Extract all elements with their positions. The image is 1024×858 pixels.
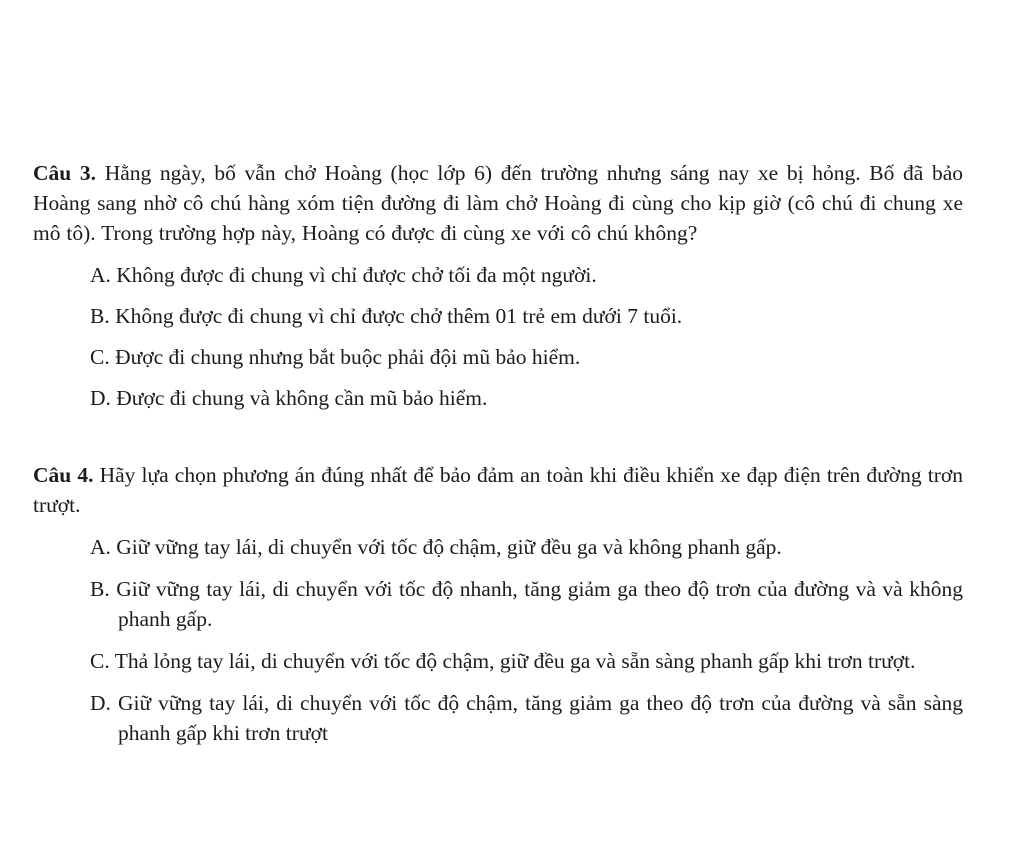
question-text: Hãy lựa chọn phương án đúng nhất để bảo đảm an toàn khi điều khiển xe đạp điện trên đường trơn trượt. <box>33 463 963 517</box>
question-stem <box>33 158 963 248</box>
answer-options <box>33 260 963 413</box>
answer-option-a: A. Không được đi chung vì chỉ được chở tối đa một người. <box>90 263 597 287</box>
answer-option-b: B. Không được đi chung vì chỉ được chở thêm 01 trẻ em dưới 7 tuổi. <box>90 304 683 328</box>
answer-option-a: A. Giữ vững tay lái, di chuyển với tốc độ chậm, giữ đều ga và không phanh gấp. <box>90 535 782 559</box>
answer-option-c: C. Thả lỏng tay lái, di chuyển với tốc độ chậm, giữ đều ga và sẵn sàng phanh gấp khi trơn trượt. <box>90 649 916 673</box>
question-number: Câu 3. <box>33 161 97 185</box>
answer-option-c: C. Được đi chung nhưng bắt buộc phải đội mũ bảo hiểm. <box>90 345 581 369</box>
question-4 <box>33 460 963 760</box>
answer-options <box>33 532 963 748</box>
answer-option-d: D. Giữ vững tay lái, di chuyển với tốc độ chậm, tăng giảm ga theo độ trơn của đường và sẵn sàng phanh gấp khi trơn trượt <box>90 691 963 745</box>
question-number: Câu 4. <box>33 463 94 487</box>
question-3 <box>33 158 963 424</box>
answer-option-d: D. Được đi chung và không cần mũ bảo hiểm. <box>90 386 488 410</box>
question-text: Hằng ngày, bố vẫn chở Hoàng (học lớp 6) đến trường nhưng sáng nay xe bị hỏng. Bố đã bảo Hoàng sang nhờ cô chú hàng xóm tiện đường đi làm chở Hoàng đi cùng cho kịp giờ (cô chú đi chung xe mô tô). Trong trường hợp này, Hoàng có được đi cùng xe với cô chú không? <box>33 161 964 245</box>
question-stem <box>33 460 963 520</box>
answer-option-b: B. Giữ vững tay lái, di chuyển với tốc độ nhanh, tăng giảm ga theo độ trơn của đường và và không phanh gấp. <box>90 577 963 631</box>
